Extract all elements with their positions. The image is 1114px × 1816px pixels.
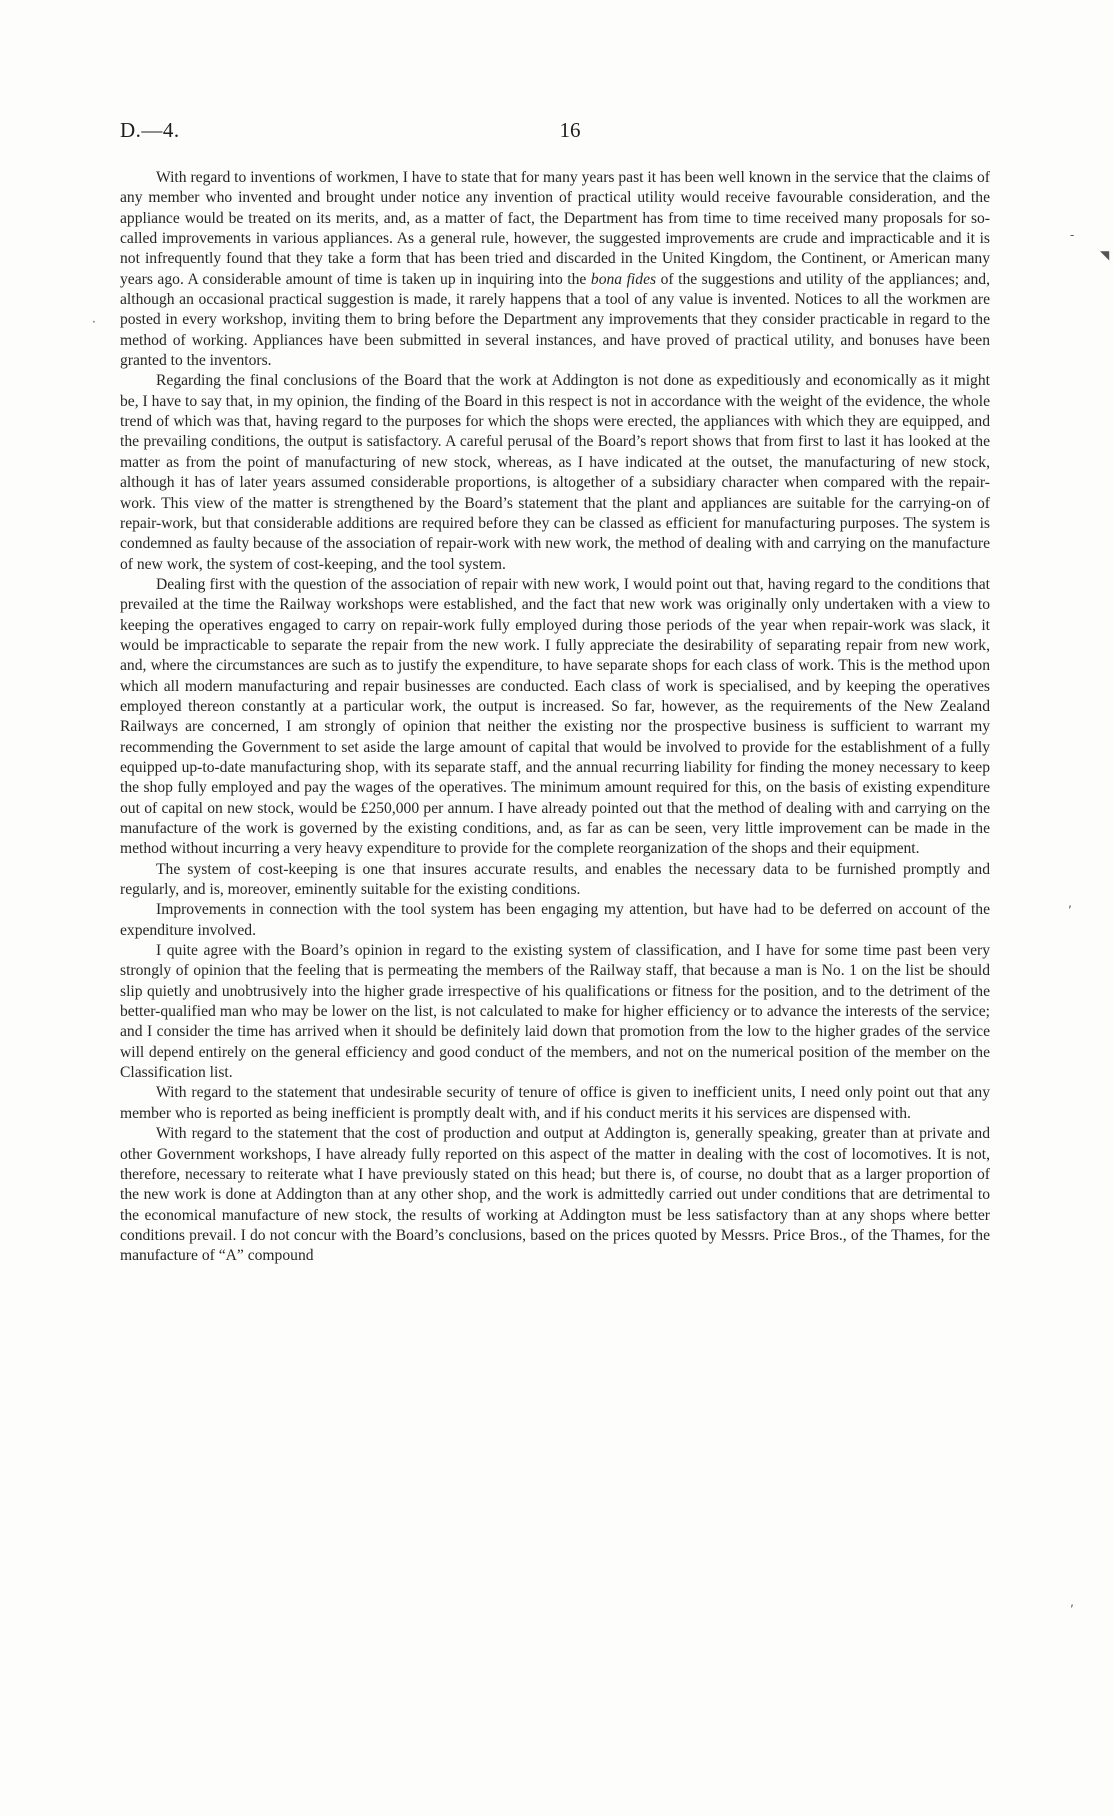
paragraph-cost-of-production: With regard to the statement that the cost of production and output at Addington is, generally speaking, greater than at private and other Government workshops, I have already fully reported on this aspect of the matter in dealing with the cost of locomotives. It is not, therefore, necessary to reiterate what I have previously stated on this head; but there is, of course, no doubt that as a larger proportion of the new work is done at Addington than at any other shop, and the work is admittedly carried out under conditions that are detrimental to the economical manufacture of new stock, the results of working at Addington must be less satisfactory than at any shops where better conditions prevail. I do not concur with the Board’s conclusions, based on the prices quoted by Messrs. Price Bros., of the Thames, for the manufacture of “A” compound [120, 1125, 990, 1265]
italic-phrase: bona fides [590, 270, 657, 288]
paragraph-repair-new-work: Dealing first with the question of the association of repair with new work, I would point out that, having regard to the conditions that prevailed at the time the Railway workshops were established, and the fact that new work was originally only undertaken with a view to keeping the operatives engaged to carry on repair-work fully employed during those periods of the year when repair-work was slack, it would be impracticable to separate the repair from the new work. I fully appreciate the desirability of separating repair from new work, and, where the circumstances are such as to justify the expenditure, to have separate shops for each class of work. This is the method upon which all modern manufacturing and repair businesses are conducted. Each class of work is specialised, and by keeping the operatives employed thereon constantly at a particular work, the output is increased. So far, however, as the requirements of the New Zealand Railways are concerned, I am strongly of opinion that neither the existing nor the prospective business is sufficient to warrant my recommending the Government to set aside the large amount of capital that would be involved to provide for the establishment of a fully equipped up-to-date manufacturing shop, with its separate staff, and the annual recurring liability for finding the money necessary to keep the shop fully employed and pay the wages of the operatives. The minimum amount required for this, on the basis of existing expenditure out of capital on new stock, would be £250,000 per annum. I have already pointed out that the method of dealing with and carrying on the manufacture of the work is governed by the existing conditions, and, as far as can be seen, very little improvement can be made in the method without incurring a very heavy expenditure to provide for the complete reorganization of the shops and their equipment. [120, 575, 990, 858]
paragraph-text: of the suggestions and utility of the appliances; and, although an occasional practical suggestion is made, it rarely happens that a tool of any value is invented. Notices to all the workmen are posted in every workshop, inviting them to bring before the Department any improvements that they consider practicable in regard to the method of working. Appliances have been submitted in several instances, and have proved of practical utility, and bonuses have been granted to the inventors. [120, 270, 990, 370]
margin-speck: · [92, 315, 96, 329]
paragraph-addington-conclusions: Regarding the final conclusions of the Board that the work at Addington is not done as expeditiously and economically as it might be, I have to say that, in my opinion, the finding of the Board in this respect is not in accordance with the weight of the evidence, the whole trend of which was that, having regard to the purposes for which the shops were erected, the appliances with which they are equipped, and the prevailing conditions, the output is satisfactory. A careful perusal of the Board’s report shows that from first to last it has looked at the matter as from the point of manufacturing of new stock, whereas, as I have indicated at the outset, the manufacturing of new stock, although it has of later years assumed considerable proportions, is altogether of a subsidiary character when compared with the repair-work. This view of the matter is strengthened by the Board’s statement that the plant and appliances are suitable for the carrying-on of repair-work, but that considerable additions are required before they can be classed as efficient for manufacturing purposes. The system is condemned as faulty because of the association of repair-work with new work, the method of dealing with and carrying on the manufacture of new work, the system of cost-keeping, and the tool system. [120, 372, 990, 573]
document-body [120, 168, 990, 1267]
page-number: 16 [559, 118, 581, 142]
document-reference: D.—4. [120, 118, 180, 142]
page-header [120, 118, 990, 148]
margin-speck: ‚ [1070, 1595, 1074, 1609]
paragraph-inventions [120, 168, 990, 371]
paragraph-cost-keeping: The system of cost-keeping is one that insures accurate results, and enables the necessary data to be furnished promptly and regularly, and is, moreover, eminently suitable for the existing conditions. [120, 860, 990, 899]
paragraph-tool-system: Improvements in connection with the tool system has been engaging my attention, but have had to be deferred on account of the expenditure involved. [120, 901, 990, 939]
margin-speck: ‚ [1068, 896, 1072, 910]
margin-speck: ◥ [1100, 248, 1110, 262]
margin-speck: ‐ [1070, 228, 1075, 242]
paragraph-classification: I quite agree with the Board’s opinion in regard to the existing system of classification, and I have for some time past been very strongly of opinion that the feeling that is permeating the members of the Railway staff, that because a man is No. 1 on the list be should slip quietly and unobtrusively into the higher grade irrespective of his qualifications or fitness for the position, and to the detriment of the better-qualified man who may be lower on the list, is not calculated to make for higher efficiency or to advance the interests of the service; and I consider the time has arrived when it should be definitely laid down that promotion from the low to the higher grades of the service will depend entirely on the general efficiency and good conduct of the members, and not on the numerical position of the member on the Classification list. [120, 942, 990, 1082]
paragraph-tenure: With regard to the statement that undesirable security of tenure of office is given to inefficient units, I need only point out that any member who is reported as being inefficient is promptly dealt with, and if his conduct merits it his services are dispensed with. [120, 1084, 990, 1122]
paragraph-text: With regard to inventions of workmen, I have to state that for many years past it has been well known in the service that the claims of any member who invented and brought under notice any invention of practical utility would receive favourable consideration, and the appliance would be treated on its merits, and, as a matter of fact, the Department has from time to time received many proposals for so-called improvements in various appliances. As a general rule, however, the suggested improvements are crude and impracticable and it is not infrequently found that they take a form that has been tried and discarded in the United Kingdom, the Continent, or American many years ago. A considerable amount of time is taken up in inquiring into the [120, 169, 990, 288]
